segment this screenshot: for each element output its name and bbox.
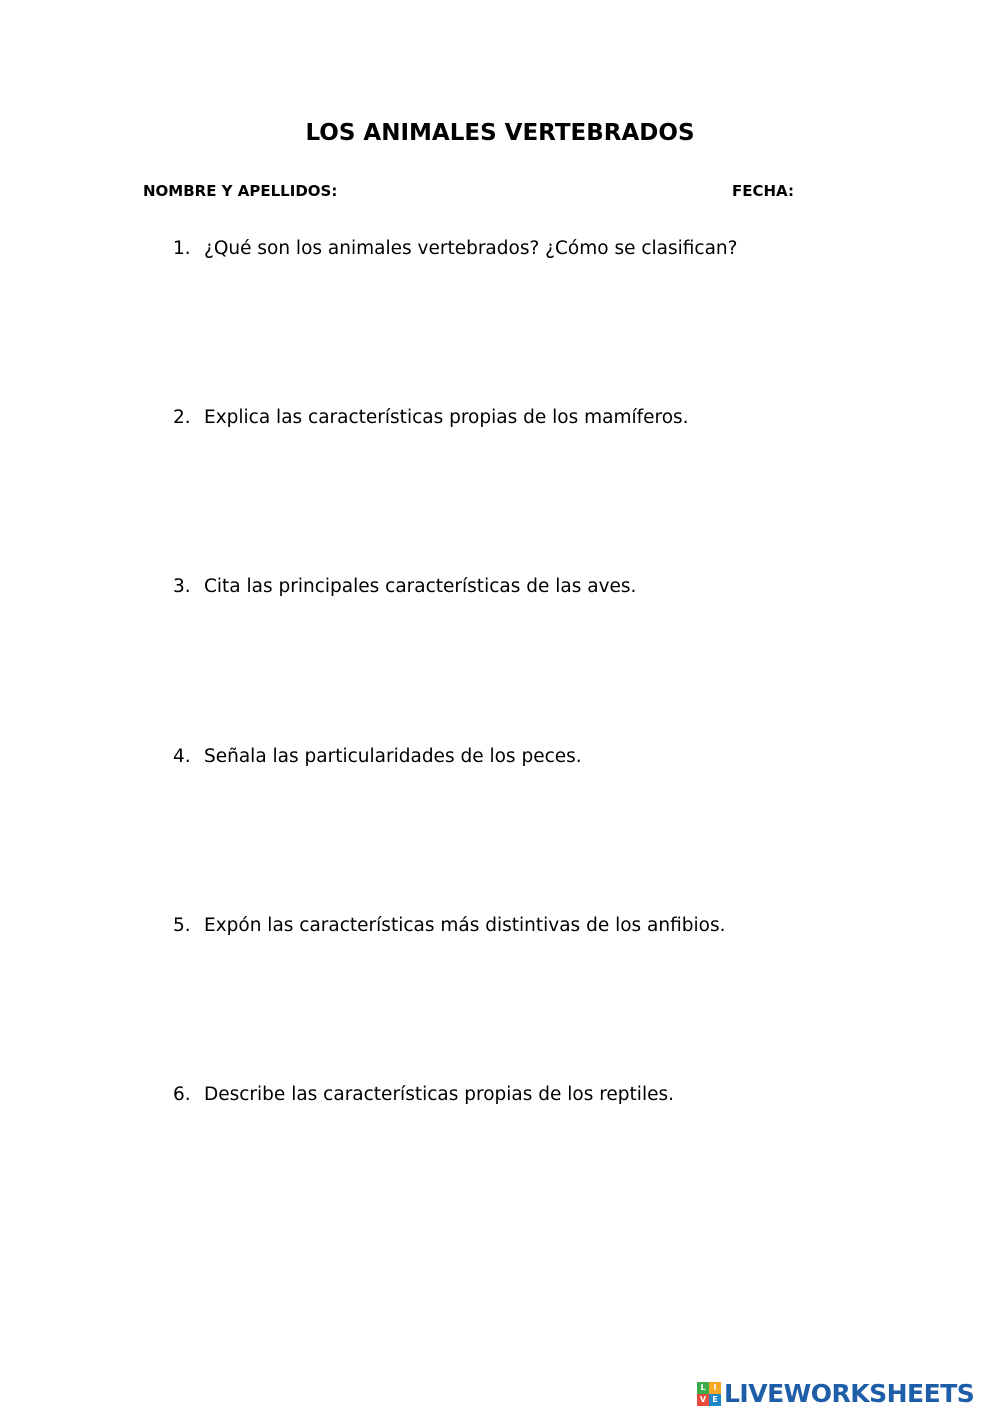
question-3 [173, 576, 636, 597]
liveworksheets-logo-icon [697, 1382, 721, 1406]
question-4 [173, 746, 582, 767]
question-6 [173, 1084, 674, 1105]
page-title: LOS ANIMALES VERTEBRADOS [305, 120, 695, 146]
question-number: 2. [173, 407, 191, 428]
question-number: 6. [173, 1084, 191, 1105]
date-field-label: FECHA: [732, 182, 794, 200]
logo-letter: I [709, 1382, 721, 1394]
question-text: Señala las particularidades de los peces. [204, 746, 582, 767]
question-text: ¿Qué son los animales vertebrados? ¿Cómo se clasifican? [204, 238, 738, 259]
question-text: Cita las principales características de las aves. [204, 576, 637, 597]
brand-name: LIVEWORKSHEETS [724, 1379, 975, 1408]
logo-letter: L [697, 1382, 709, 1394]
logo-letter: V [697, 1394, 709, 1406]
question-2 [173, 407, 689, 428]
logo-letter: E [709, 1394, 721, 1406]
liveworksheets-brand [697, 1379, 974, 1408]
question-number: 5. [173, 915, 191, 936]
question-number: 3. [173, 576, 191, 597]
question-1 [173, 238, 737, 259]
question-text: Explica las características propias de los mamíferos. [204, 407, 689, 428]
question-number: 1. [173, 238, 191, 259]
question-5 [173, 915, 726, 936]
question-number: 4. [173, 746, 191, 767]
name-field-label: NOMBRE Y APELLIDOS: [143, 182, 338, 200]
question-text: Expón las características más distintivas de los anfibios. [204, 915, 726, 936]
question-text: Describe las características propias de los reptiles. [204, 1084, 674, 1105]
